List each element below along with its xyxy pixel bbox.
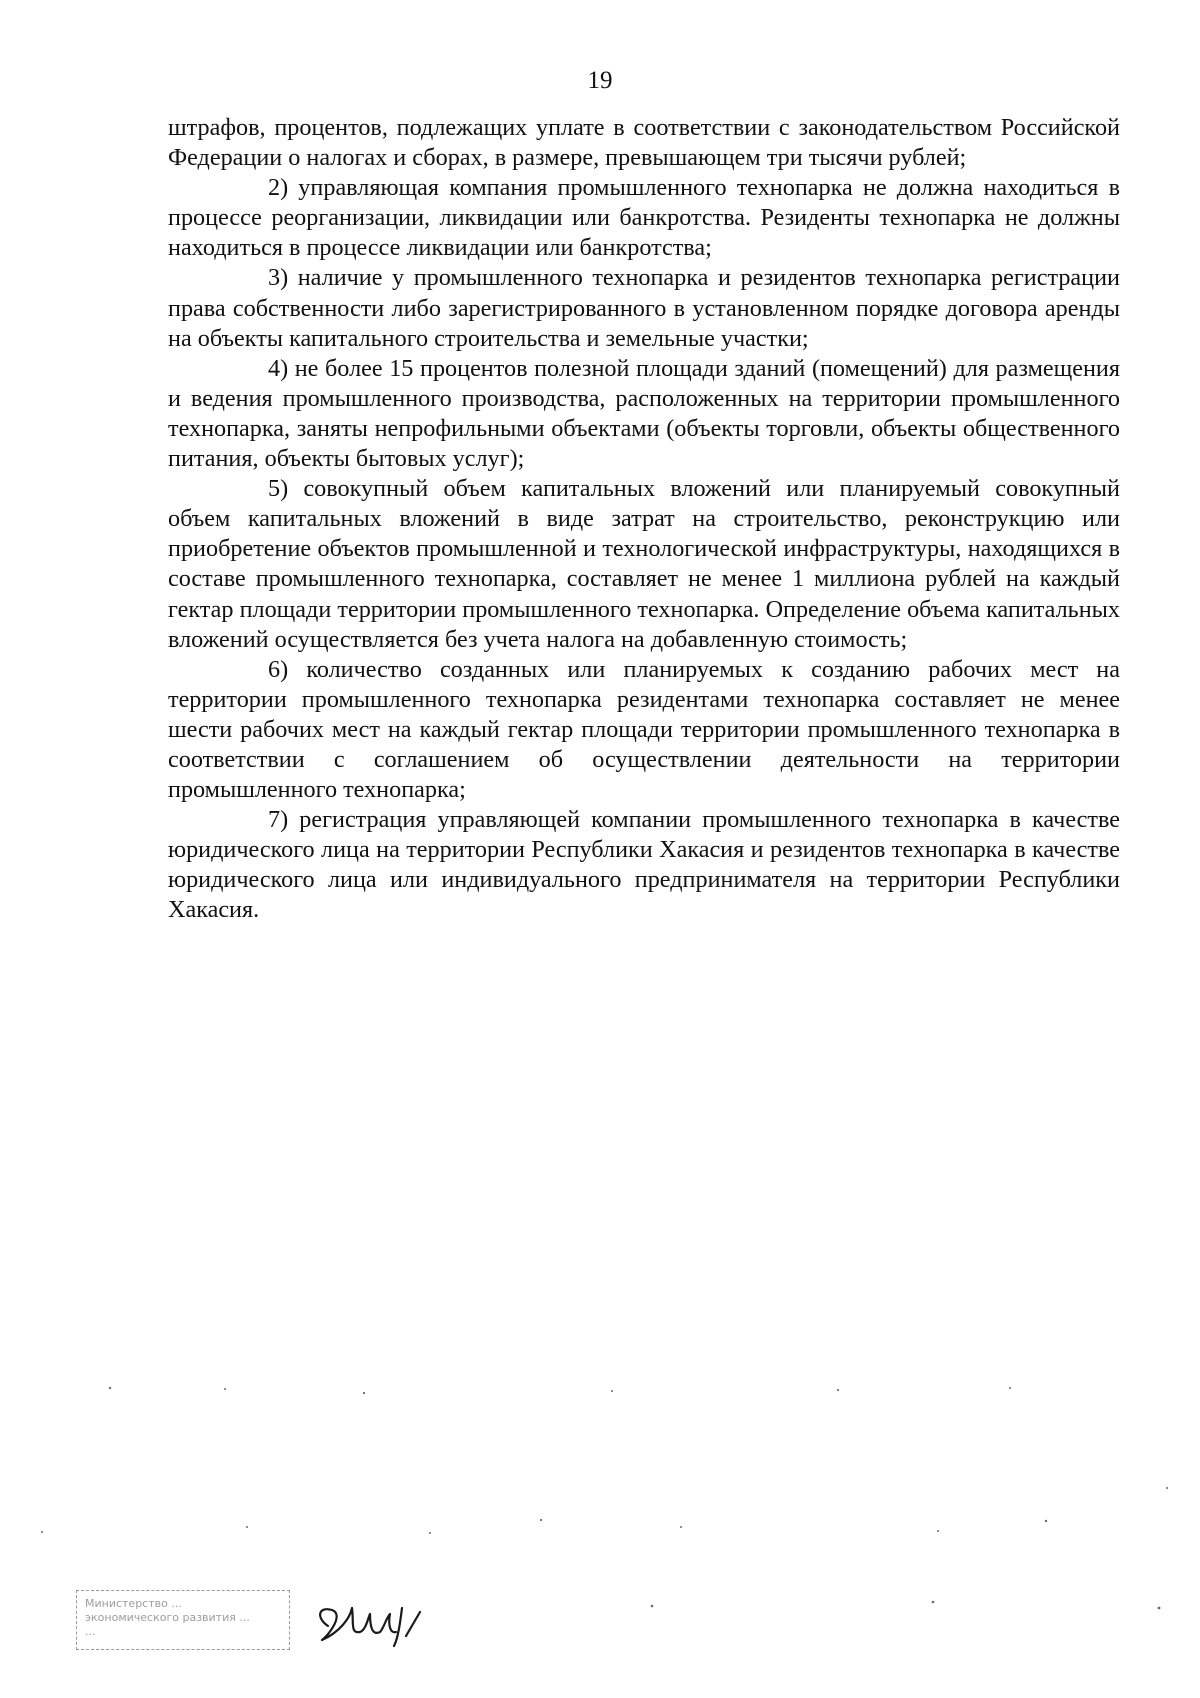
paragraph-item-7: 7) регистрация управляющей компании промышленного технопарка в качестве юридического лица на территории Республики Хакасия и резидентов технопарка в качестве юридического лица или индивидуального предпринимателя на территории Республики Хакасия. <box>168 806 1120 924</box>
document-body <box>168 113 1120 926</box>
stamp-line: экономического развития ... <box>85 1611 250 1624</box>
stamp-line: Министерство ... <box>85 1597 182 1610</box>
paragraph-continuation: штрафов, процентов, подлежащих уплате в соответствии с законодательством Российской Федерации о налогах и сборах, в размере, превышающем три тысячи рублей; <box>168 114 1120 172</box>
paragraph-item-3: 3) наличие у промышленного технопарка и резидентов технопарка регистрации права собственности либо зарегистрированного в установленном порядке договора аренды на объекты капитального строительства и земельные участки; <box>168 264 1120 352</box>
paragraph-item-6: 6) количество созданных или планируемых к созданию рабочих мест на территории промышленного технопарка резидентами технопарка составляет не менее шести рабочих мест на каждый гектар площади территории промышленного технопарка в соответствии с соглашением об осуществлении деятельности на территории промышленного технопарка; <box>168 655 1120 804</box>
paragraph-item-2: 2) управляющая компания промышленного технопарка не должна находиться в процессе реорганизации, ликвидации или банкротства. Резиденты технопарка не должны находиться в процессе ликвидации или банкротства; <box>168 174 1120 262</box>
handwritten-signature <box>310 1588 440 1658</box>
paragraph-item-4: 4) не более 15 процентов полезной площади зданий (помещений) для размещения и ведения промышленного производства, расположенных на территории промышленного технопарка, заняты непрофильными объектами (объекты торговли, объекты общественного питания, объекты бытовых услуг); <box>168 354 1120 473</box>
page-number: 19 <box>587 67 613 94</box>
paragraph-item-5: 5) совокупный объем капитальных вложений или планируемый совокупный объем капитальных вложений в виде затрат на строительство, реконструкцию или приобретение объектов промышленной и технологической инфраструктуры, находящихся в составе промышленного технопарка, составляет не менее 1 миллиона рублей на каждый гектар площади территории промышленного технопарка. Определение объема капитальных вложений осуществляется без учета налога на добавленную стоимость; <box>168 475 1120 653</box>
stamp-line: ... <box>85 1625 96 1638</box>
faded-stamp <box>76 1590 290 1650</box>
